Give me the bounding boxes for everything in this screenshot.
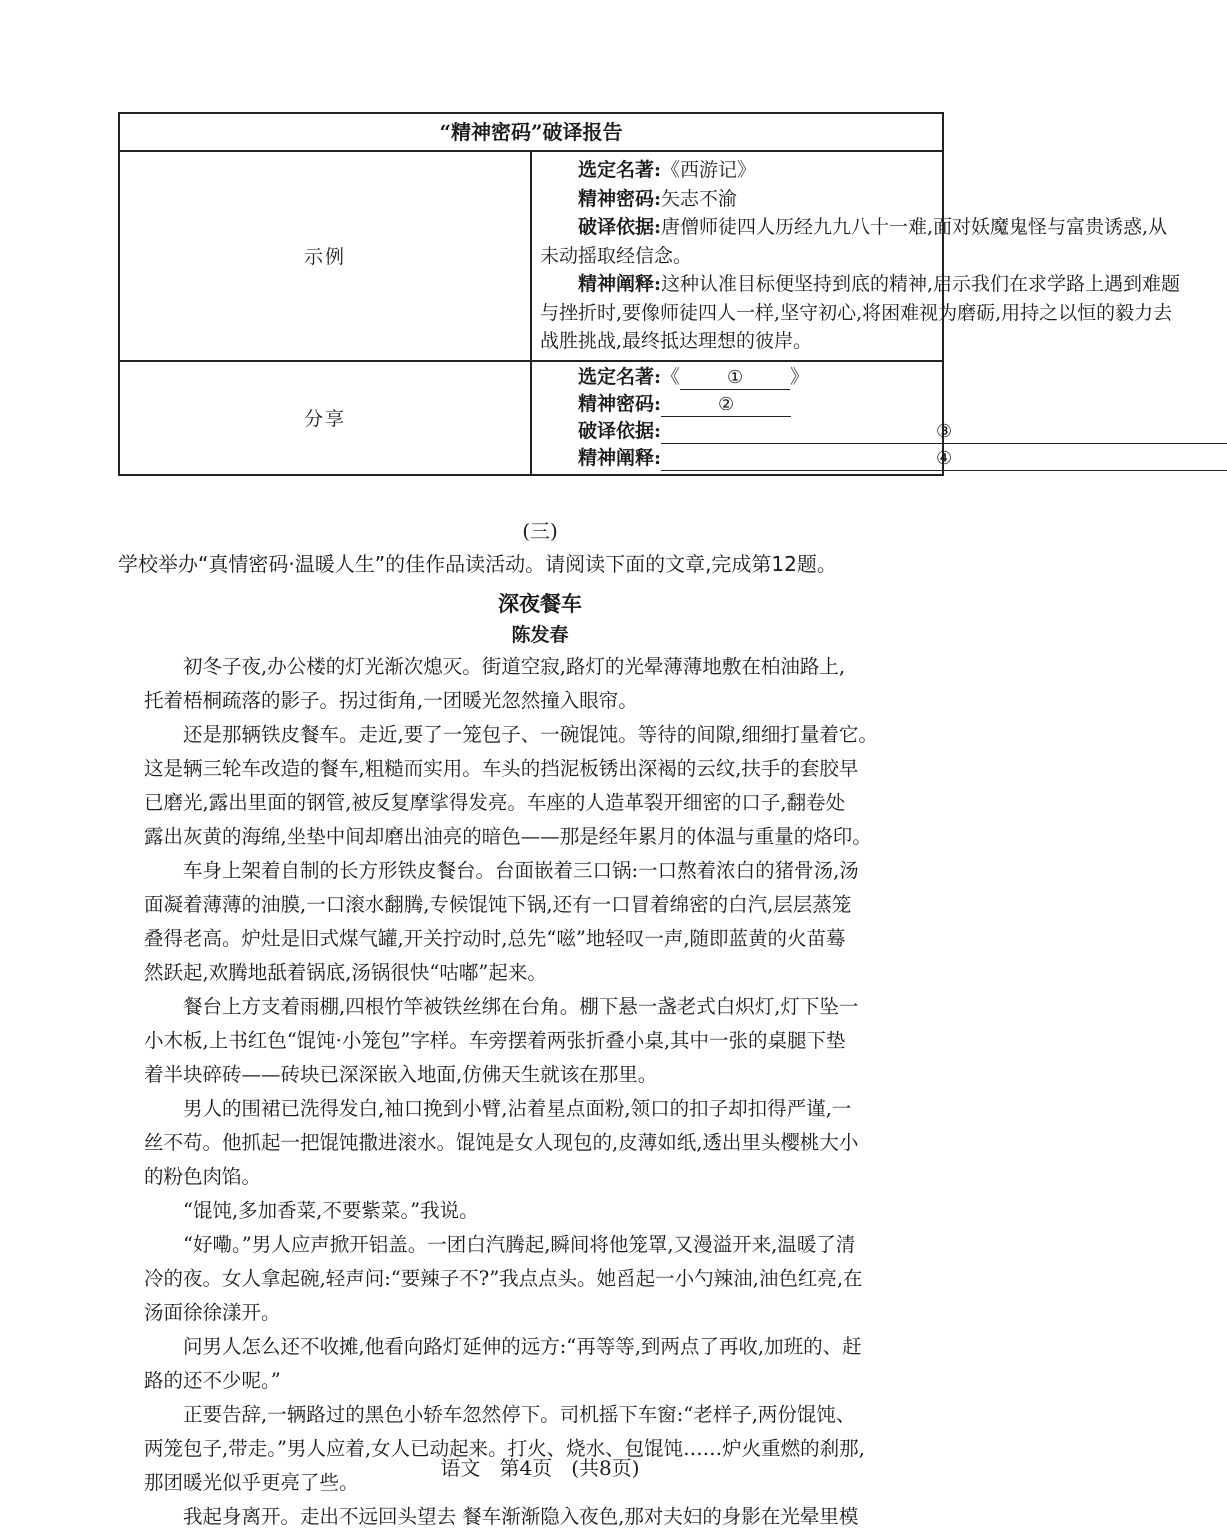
article-line: 冷的夜。女人拿起碗,轻声问:“要辣子不?”我点点头。她舀起一小勺辣油,油色红亮,在 — [144, 1267, 863, 1290]
example-explain-cont1: 与挫折时,要像师徒四人一样,坚守初心,将困难视为磨砺,用持之以恒的毅力去 — [540, 301, 1173, 324]
share-cell — [531, 361, 953, 475]
article-line: 的粉色肉馅。 — [144, 1165, 262, 1188]
example-explain-key: 精神阐释: — [578, 273, 662, 295]
share-explain-row — [540, 445, 953, 472]
article-title: 深夜餐车 — [498, 592, 582, 616]
example-book-key: 选定名著: — [578, 159, 662, 181]
share-basis-blank[interactable]: ③ — [661, 421, 1227, 444]
example-basis-line — [540, 213, 1168, 242]
example-book-text: 《西游记》 — [661, 159, 757, 181]
share-book-row — [540, 364, 934, 391]
example-book-line — [540, 156, 934, 185]
article-line: 男人的围裙已洗得发白,袖口挽到小臂,沾着星点面粉,领口的扣子却扣得严谨,一 — [183, 1097, 852, 1120]
example-explain-line — [540, 270, 1181, 299]
article-line: 丝不苟。他抓起一把馄饨撒进滚水。馄饨是女人现包的,皮薄如纸,透出里头樱桃大小 — [144, 1131, 859, 1154]
example-explain-cont2: 战胜挑战,最终抵达理想的彼岸。 — [540, 330, 813, 352]
article-line: 已磨光,露出里面的钢管,被反复摩挲得发亮。车座的人造革裂开细密的口子,翻卷处 — [144, 791, 846, 814]
share-basis-key: 破译依据: — [578, 419, 662, 442]
section-number: (三) — [522, 519, 558, 543]
example-explain-text: 这种认准目标便坚持到底的精神,启示我们在求学路上遇到难题 — [661, 273, 1181, 295]
article-paragraph — [144, 1398, 944, 1500]
share-explain-key: 精神阐释: — [578, 446, 662, 469]
article-line: 餐台上方支着雨棚,四根竹竿被铁丝绑在台角。棚下悬一盏老式白炽灯,灯下坠一 — [183, 995, 859, 1018]
share-explain-blank[interactable]: ④ — [661, 448, 1227, 471]
example-code-line — [540, 185, 934, 214]
article-line: 路的还不少呢。” — [144, 1369, 281, 1392]
section-intro: 学校举办“真情密码·温暖人生”的佳作品读活动。请阅读下面的文章,完成第12题。 — [118, 552, 837, 576]
article-line: 托着梧桐疏落的影子。拐过街角,一团暖光忽然撞入眼帘。 — [144, 689, 638, 712]
report-table — [118, 112, 1181, 476]
article-line: 叠得老高。炉灶是旧式煤气罐,开关拧动时,总先“嗞”地轻叹一声,随即蓝黄的火苗蓦 — [144, 927, 846, 950]
share-book-open: 《 — [661, 365, 681, 388]
article-line: 然跃起,欢腾地舐着锅底,汤锅很快“咕嘟”起来。 — [144, 961, 547, 984]
share-book-key: 选定名著: — [578, 365, 662, 388]
article-paragraph — [144, 990, 944, 1092]
article-line: “好嘞。”男人应声掀开铝盖。一团白汽腾起,瞬间将他笼罩,又漫溢开来,温暖了清 — [183, 1233, 856, 1256]
share-code-row — [540, 391, 934, 418]
article-line: 车身上架着自制的长方形铁皮餐台。台面嵌着三口锅:一口熬着浓白的猪骨汤,汤 — [183, 859, 859, 882]
article-paragraph — [144, 718, 944, 854]
article-line: 正要告辞,一辆路过的黑色小轿车忽然停下。司机摇下车窗:“老样子,两份馄饨、 — [183, 1403, 856, 1426]
article-line: 汤面徐徐漾开。 — [144, 1301, 281, 1324]
article-line: 两笼包子,带走。”男人应着,女人已动起来。打火、烧水、包馄饨……炉火重燃的刹那, — [144, 1437, 865, 1460]
example-code-key: 精神密码: — [578, 187, 662, 210]
share-book-blank[interactable]: ① — [680, 367, 790, 390]
article-line: 小木板,上书红色“馄饨·小笼包”字样。车旁摆着两张折叠小桌,其中一张的桌腿下垫 — [144, 1029, 846, 1052]
article-line: 着半块碎砖——砖块已深深嵌入地面,仿佛天生就该在那里。 — [144, 1063, 658, 1086]
page-footer: 语文 第4页 (共8页) — [440, 1456, 640, 1480]
article-line: 面凝着薄薄的油膜,一口滚水翻腾,专候馄饨下锅,还有一口冒着绵密的白汽,层层蒸笼 — [144, 893, 852, 916]
share-label: 分享 — [119, 361, 531, 475]
example-cell — [531, 151, 1181, 361]
article-line: 还是那辆铁皮餐车。走近,要了一笼包子、一碗馄饨。等待的间隙,细细打量着它。 — [183, 723, 878, 746]
example-code-text: 矢志不渝 — [661, 187, 738, 210]
article-body — [144, 650, 944, 1534]
example-basis-key: 破译依据: — [578, 216, 662, 238]
article-author: 陈发春 — [511, 624, 569, 646]
share-code-key: 精神密码: — [578, 392, 662, 415]
share-book-close: 》 — [790, 365, 810, 388]
article-paragraph — [144, 1500, 944, 1534]
share-basis-row — [540, 418, 953, 445]
article-paragraph — [144, 1194, 944, 1228]
article-line: 露出灰黄的海绵,坐垫中间却磨出油亮的暗色——那是经年累月的体温与重量的烙印。 — [144, 825, 872, 848]
article-line: 我起身离开。走出不远回头望去 餐车渐渐隐入夜色,那对夫妇的身影在光晕里模 — [183, 1505, 859, 1528]
example-basis-text: 唐僧师徒四人历经九九八十一难,面对妖魔鬼怪与富贵诱惑,从 — [661, 216, 1168, 238]
article-paragraph — [144, 1228, 944, 1330]
article-paragraph — [144, 1330, 944, 1398]
example-basis-cont: 未动摇取经信念。 — [540, 244, 693, 267]
share-code-blank[interactable]: ② — [661, 394, 791, 417]
article-paragraph — [144, 854, 944, 990]
article-paragraph — [144, 1092, 944, 1194]
example-label: 示例 — [119, 151, 531, 361]
article-line: 那团暖光似乎更亮了些。 — [144, 1471, 359, 1494]
article-line: 问男人怎么还不收摊,他看向路灯延伸的远方:“再等等,到两点了再收,加班的、赶 — [183, 1335, 862, 1358]
article-line: “馄饨,多加香菜,不要紫菜。”我说。 — [183, 1199, 479, 1222]
article-line: 这是辆三轮车改造的餐车,粗糙而实用。车头的挡泥板锈出深褐的云纹,扶手的套胶早 — [144, 757, 859, 780]
article-paragraph — [144, 650, 944, 718]
report-title: “精神密码”破译报告 — [119, 113, 943, 151]
article-line: 初冬子夜,办公楼的灯光渐次熄灭。街道空寂,路灯的光晕薄薄地敷在柏油路上, — [183, 655, 846, 678]
